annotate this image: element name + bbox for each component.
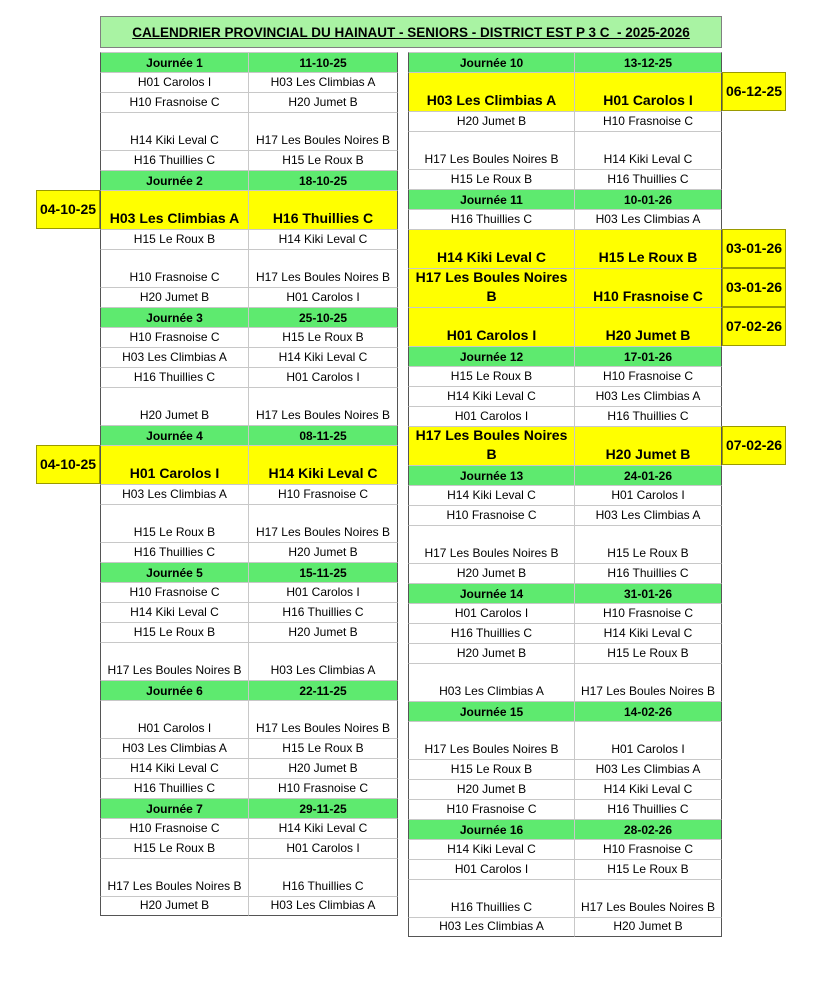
match-away-team xyxy=(574,643,722,663)
match-away-team-text: H16 Thuillies C xyxy=(282,605,364,619)
match-home-team-text: H10 Frasnoise C xyxy=(446,508,537,522)
match-home-team-text: H03 Les Climbias A xyxy=(439,919,544,933)
match-home-team-text: H01 Carolos I xyxy=(137,75,212,89)
round-label-text: Journée 11 xyxy=(460,192,523,207)
match-home-team xyxy=(100,287,248,307)
match-away-team xyxy=(248,602,398,622)
match-home-team-text: H01 Carolos I xyxy=(454,409,529,423)
match-away-team xyxy=(574,307,722,346)
match-away-team-text: H03 Les Climbias A xyxy=(595,212,701,226)
round-date-text: 22-11-25 xyxy=(299,683,347,698)
round-date xyxy=(248,798,398,818)
match-home-team-text: H16 Thuillies C xyxy=(450,626,533,640)
match-home-team-text: H20 Jumet B xyxy=(139,898,210,912)
match-away-team-text: H16 Thuillies C xyxy=(607,566,689,580)
match-home-team-text: H10 Frasnoise C xyxy=(129,270,220,284)
match-home-team-text: H14 Kiki Leval C xyxy=(130,605,219,619)
match-home-team xyxy=(408,485,574,505)
round-label-text: Journée 3 xyxy=(146,310,203,325)
match-away-team xyxy=(248,190,398,229)
match-away-team xyxy=(574,623,722,643)
match-home-team-text: H17 Les Boules Noires B xyxy=(415,269,568,304)
match-away-team-text: H10 Frasnoise C xyxy=(277,487,369,501)
match-home-team xyxy=(408,603,574,623)
match-home-team-text: H01 Carolos I xyxy=(454,606,529,620)
match-away-team xyxy=(248,778,398,798)
round-date-text: 28-02-26 xyxy=(623,822,673,837)
match-away-team-text: H01 Carolos I xyxy=(286,585,360,599)
match-home-team-text: H15 Le Roux B xyxy=(450,172,533,186)
match-home-team-text: H15 Le Roux B xyxy=(133,525,216,539)
match-home-team xyxy=(408,169,574,189)
match-away-team-text: H16 Thuillies C xyxy=(607,172,689,186)
rescheduled-date-note: 03-01-26 xyxy=(722,229,786,268)
match-away-team-text: H15 Le Roux B xyxy=(607,546,689,560)
match-home-team xyxy=(408,563,574,583)
match-home-team xyxy=(100,858,248,896)
match-away-team xyxy=(248,858,398,896)
match-away-team-text: H15 Le Roux B xyxy=(282,741,364,755)
match-home-team-text: H10 Frasnoise C xyxy=(446,802,537,816)
match-away-team xyxy=(574,131,722,169)
match-home-team-text: H17 Les Boules Noires B xyxy=(107,663,242,677)
match-away-team-text: H16 Thuillies C xyxy=(607,802,689,816)
match-away-team xyxy=(248,504,398,542)
match-away-team xyxy=(574,563,722,583)
round-date xyxy=(574,819,722,839)
match-away-team-text: H14 Kiki Leval C xyxy=(278,821,368,835)
match-away-team xyxy=(248,838,398,858)
match-home-team xyxy=(100,778,248,798)
match-away-team xyxy=(248,287,398,307)
match-home-team xyxy=(100,738,248,758)
match-away-team-text: H03 Les Climbias A xyxy=(595,389,701,403)
match-home-team xyxy=(100,367,248,387)
match-home-team-text: H10 Frasnoise C xyxy=(129,95,220,109)
round-date-text: 29-11-25 xyxy=(299,801,347,816)
round-label xyxy=(100,562,248,582)
match-home-team-text: H20 Jumet B xyxy=(456,566,527,580)
match-home-team xyxy=(408,643,574,663)
match-away-team-text: H17 Les Boules Noires B xyxy=(255,525,391,539)
match-away-team-text: H03 Les Climbias A xyxy=(595,762,701,776)
match-home-team-text: H10 Frasnoise C xyxy=(129,585,220,599)
rescheduled-date-note: 06-12-25 xyxy=(722,72,786,111)
round-label xyxy=(100,307,248,327)
match-home-team-text: H20 Jumet B xyxy=(456,782,527,796)
match-away-team-text: H15 Le Roux B xyxy=(598,249,698,265)
match-away-team-text: H16 Thuillies C xyxy=(272,210,374,226)
round-label xyxy=(408,701,574,721)
match-away-team xyxy=(574,209,722,229)
round-date xyxy=(248,562,398,582)
match-home-team-text: H01 Carolos I xyxy=(137,721,212,735)
round-date-text: 31-01-26 xyxy=(623,586,673,601)
match-home-team-text: H01 Carolos I xyxy=(129,465,220,481)
match-home-team xyxy=(100,602,248,622)
match-away-team xyxy=(574,799,722,819)
match-away-team xyxy=(574,72,722,111)
match-away-team-text: H01 Carolos I xyxy=(286,841,360,855)
match-away-team-text: H15 Le Roux B xyxy=(607,646,689,660)
round-date xyxy=(574,189,722,209)
match-home-team-text: H03 Les Climbias A xyxy=(122,350,227,364)
match-away-team-text: H14 Kiki Leval C xyxy=(278,350,368,364)
match-home-team xyxy=(100,387,248,425)
match-away-team-text: H14 Kiki Leval C xyxy=(278,232,368,246)
match-home-team-text: H17 Les Boules Noires B xyxy=(415,427,568,462)
match-home-team xyxy=(100,758,248,778)
match-away-team xyxy=(248,896,398,916)
match-home-team xyxy=(100,622,248,642)
match-away-team-text: H20 Jumet B xyxy=(288,545,358,559)
match-home-team-text: H14 Kiki Leval C xyxy=(437,249,546,265)
match-away-team-text: H03 Les Climbias A xyxy=(595,508,701,522)
match-home-team-text: H01 Carolos I xyxy=(446,327,537,343)
match-away-team xyxy=(248,542,398,562)
match-home-team xyxy=(100,229,248,249)
round-label-text: Journée 16 xyxy=(459,822,524,837)
round-date-text: 15-11-25 xyxy=(299,565,347,580)
round-date xyxy=(574,52,722,72)
match-home-team xyxy=(100,642,248,680)
match-away-team xyxy=(574,268,722,307)
match-home-team xyxy=(408,839,574,859)
round-date xyxy=(574,465,722,485)
match-home-team xyxy=(408,386,574,406)
match-home-team-text: H15 Le Roux B xyxy=(133,625,216,639)
match-away-team xyxy=(248,347,398,367)
match-away-team xyxy=(574,721,722,759)
match-home-team xyxy=(408,859,574,879)
match-home-team-text: H16 Thuillies C xyxy=(133,781,216,795)
match-away-team xyxy=(574,525,722,563)
match-home-team xyxy=(408,229,574,268)
match-away-team-text: H17 Les Boules Noires B xyxy=(255,408,391,422)
match-home-team xyxy=(100,582,248,602)
round-date-text: 13-12-25 xyxy=(623,55,673,70)
match-away-team-text: H10 Frasnoise C xyxy=(593,288,703,304)
match-home-team xyxy=(408,799,574,819)
match-away-team xyxy=(574,603,722,623)
round-label-text: Journée 12 xyxy=(459,349,524,364)
match-away-team-text: H15 Le Roux B xyxy=(282,153,364,167)
match-home-team xyxy=(408,721,574,759)
match-home-team-text: H20 Jumet B xyxy=(139,408,210,422)
round-date xyxy=(248,52,398,72)
match-away-team xyxy=(248,738,398,758)
match-home-team xyxy=(100,484,248,504)
match-away-team xyxy=(574,839,722,859)
match-home-team xyxy=(100,347,248,367)
match-away-team-text: H20 Jumet B xyxy=(605,327,691,343)
match-home-team-text: H20 Jumet B xyxy=(456,646,527,660)
rescheduled-date-note: 04-10-25 xyxy=(36,190,100,229)
match-home-team-text: H14 Kiki Leval C xyxy=(130,761,219,775)
match-home-team xyxy=(408,72,574,111)
page-title: CALENDRIER PROVINCIAL DU HAINAUT - SENIORS - DISTRICT EST P 3 C - 2025-2026 xyxy=(100,16,722,48)
match-home-team-text: H15 Le Roux B xyxy=(133,841,216,855)
match-home-team-text: H01 Carolos I xyxy=(454,862,529,876)
match-home-team xyxy=(408,879,574,917)
match-away-team-text: H10 Frasnoise C xyxy=(602,369,694,383)
round-date xyxy=(574,701,722,721)
match-away-team xyxy=(248,367,398,387)
match-away-team xyxy=(574,111,722,131)
match-away-team-text: H01 Carolos I xyxy=(603,92,693,108)
match-home-team xyxy=(100,112,248,150)
round-label xyxy=(408,189,574,209)
match-home-team-text: H20 Jumet B xyxy=(139,290,210,304)
round-date-text: 14-02-26 xyxy=(623,704,673,719)
match-home-team-text: H20 Jumet B xyxy=(456,114,527,128)
match-home-team-text: H15 Le Roux B xyxy=(450,762,533,776)
match-away-team-text: H10 Frasnoise C xyxy=(602,842,694,856)
round-label xyxy=(408,465,574,485)
match-away-team-text: H01 Carolos I xyxy=(611,488,685,502)
match-away-team xyxy=(248,484,398,504)
match-home-team xyxy=(100,896,248,916)
match-home-team xyxy=(408,111,574,131)
round-label-text: Journée 13 xyxy=(459,468,524,483)
match-away-team xyxy=(574,169,722,189)
round-date xyxy=(574,346,722,366)
match-away-team-text: H10 Frasnoise C xyxy=(602,114,694,128)
match-home-team xyxy=(100,92,248,112)
match-away-team xyxy=(248,622,398,642)
match-home-team-text: H16 Thuillies C xyxy=(133,153,216,167)
match-home-team xyxy=(100,838,248,858)
match-home-team xyxy=(408,131,574,169)
round-date xyxy=(248,307,398,327)
match-away-team xyxy=(574,485,722,505)
match-home-team xyxy=(408,623,574,643)
match-away-team-text: H15 Le Roux B xyxy=(607,862,689,876)
match-away-team xyxy=(248,229,398,249)
match-away-team-text: H16 Thuillies C xyxy=(607,409,689,423)
match-away-team xyxy=(574,779,722,799)
round-label-text: Journée 2 xyxy=(146,173,203,188)
round-label xyxy=(408,583,574,603)
round-date xyxy=(574,583,722,603)
match-home-team-text: H17 Les Boules Noires B xyxy=(424,546,559,560)
match-away-team-text: H14 Kiki Leval C xyxy=(268,465,378,481)
match-home-team-text: H15 Le Roux B xyxy=(450,369,533,383)
round-date-text: 11-10-25 xyxy=(299,55,347,70)
match-home-team xyxy=(100,818,248,838)
match-home-team-text: H14 Kiki Leval C xyxy=(447,389,536,403)
match-away-team xyxy=(574,406,722,426)
round-label xyxy=(408,346,574,366)
round-label-text: Journée 15 xyxy=(459,704,524,719)
match-home-team-text: H03 Les Climbias A xyxy=(122,487,227,501)
match-home-team xyxy=(408,779,574,799)
match-home-team xyxy=(100,249,248,287)
round-date xyxy=(248,425,398,445)
match-away-team xyxy=(248,112,398,150)
match-away-team-text: H16 Thuillies C xyxy=(282,879,364,893)
match-away-team-text: H20 Jumet B xyxy=(288,761,358,775)
match-away-team xyxy=(248,582,398,602)
round-date-text: 10-01-26 xyxy=(623,192,673,207)
match-away-team xyxy=(574,386,722,406)
match-home-team xyxy=(100,327,248,347)
round-label xyxy=(100,52,248,72)
match-away-team-text: H14 Kiki Leval C xyxy=(603,626,693,640)
round-label-text: Journée 14 xyxy=(459,586,524,601)
match-home-team-text: H16 Thuillies C xyxy=(133,545,216,559)
match-home-team-text: H17 Les Boules Noires B xyxy=(424,152,559,166)
round-date-text: 24-01-26 xyxy=(623,468,673,483)
rescheduled-date-note: 07-02-26 xyxy=(722,426,786,465)
match-away-team xyxy=(574,663,722,701)
match-home-team xyxy=(408,525,574,563)
match-away-team xyxy=(248,445,398,484)
match-home-team-text: H14 Kiki Leval C xyxy=(447,842,536,856)
match-away-team-text: H14 Kiki Leval C xyxy=(603,782,693,796)
round-label xyxy=(100,425,248,445)
match-home-team-text: H03 Les Climbias A xyxy=(122,741,227,755)
round-label xyxy=(408,819,574,839)
match-home-team xyxy=(100,445,248,484)
match-away-team xyxy=(248,818,398,838)
match-away-team-text: H17 Les Boules Noires B xyxy=(255,721,391,735)
round-label xyxy=(100,798,248,818)
match-home-team-text: H10 Frasnoise C xyxy=(129,821,220,835)
match-home-team-text: H17 Les Boules Noires B xyxy=(107,879,242,893)
round-label-text: Journée 1 xyxy=(146,55,203,70)
match-away-team xyxy=(248,327,398,347)
rescheduled-date-note: 04-10-25 xyxy=(36,445,100,484)
match-away-team xyxy=(248,700,398,738)
round-label xyxy=(100,170,248,190)
match-away-team xyxy=(248,758,398,778)
match-away-team-text: H10 Frasnoise C xyxy=(277,781,369,795)
round-label-text: Journée 4 xyxy=(146,428,203,443)
round-date-text: 17-01-26 xyxy=(623,349,673,364)
match-away-team-text: H01 Carolos I xyxy=(286,290,360,304)
rescheduled-date-note: 07-02-26 xyxy=(722,307,786,346)
match-away-team xyxy=(574,426,722,465)
match-home-team-text: H17 Les Boules Noires B xyxy=(424,742,559,756)
match-home-team xyxy=(408,759,574,779)
match-home-team xyxy=(408,307,574,346)
match-away-team xyxy=(574,917,722,937)
round-date-text: 18-10-25 xyxy=(298,173,348,188)
match-home-team-text: H15 Le Roux B xyxy=(133,232,216,246)
match-away-team xyxy=(574,505,722,525)
match-home-team-text: H03 Les Climbias A xyxy=(109,210,240,226)
match-away-team xyxy=(574,366,722,386)
match-away-team-text: H17 Les Boules Noires B xyxy=(580,900,716,914)
match-home-team xyxy=(100,700,248,738)
match-away-team xyxy=(248,150,398,170)
round-label xyxy=(100,680,248,700)
round-date xyxy=(248,680,398,700)
rescheduled-date-note: 03-01-26 xyxy=(722,268,786,307)
match-away-team-text: H17 Les Boules Noires B xyxy=(580,684,716,698)
match-home-team-text: H16 Thuillies C xyxy=(133,370,216,384)
match-away-team-text: H20 Jumet B xyxy=(605,446,691,462)
match-away-team xyxy=(248,72,398,92)
match-away-team xyxy=(248,642,398,680)
round-label-text: Journée 6 xyxy=(146,683,203,698)
match-home-team xyxy=(408,505,574,525)
match-home-team xyxy=(408,917,574,937)
match-home-team xyxy=(100,504,248,542)
round-label-text: Journée 7 xyxy=(146,801,203,816)
match-home-team-text: H16 Thuillies C xyxy=(450,900,533,914)
match-away-team xyxy=(574,859,722,879)
match-away-team-text: H03 Les Climbias A xyxy=(270,75,376,89)
match-home-team xyxy=(408,209,574,229)
match-away-team-text: H01 Carolos I xyxy=(286,370,360,384)
match-away-team-text: H03 Les Climbias A xyxy=(270,663,376,677)
round-label xyxy=(408,52,574,72)
match-away-team-text: H03 Les Climbias A xyxy=(270,898,376,912)
match-home-team-text: H14 Kiki Leval C xyxy=(130,133,219,147)
match-away-team xyxy=(574,229,722,268)
round-label-text: Journée 5 xyxy=(146,565,203,580)
match-home-team xyxy=(408,426,574,465)
match-home-team-text: H10 Frasnoise C xyxy=(129,330,220,344)
match-home-team-text: H14 Kiki Leval C xyxy=(447,488,536,502)
match-home-team xyxy=(100,542,248,562)
match-home-team xyxy=(408,406,574,426)
match-away-team xyxy=(248,249,398,287)
match-away-team xyxy=(248,92,398,112)
match-away-team-text: H17 Les Boules Noires B xyxy=(255,270,391,284)
match-away-team-text: H17 Les Boules Noires B xyxy=(255,133,391,147)
match-away-team xyxy=(248,387,398,425)
match-away-team xyxy=(574,879,722,917)
match-away-team-text: H15 Le Roux B xyxy=(282,330,364,344)
match-away-team-text: H01 Carolos I xyxy=(611,742,685,756)
match-away-team-text: H10 Frasnoise C xyxy=(602,606,694,620)
match-away-team-text: H20 Jumet B xyxy=(288,95,358,109)
round-label-text: Journée 10 xyxy=(459,55,524,70)
round-date-text: 08-11-25 xyxy=(299,428,347,443)
match-home-team xyxy=(408,268,574,307)
match-home-team xyxy=(100,190,248,229)
match-home-team-text: H16 Thuillies C xyxy=(450,212,533,226)
match-away-team xyxy=(574,759,722,779)
match-home-team xyxy=(100,72,248,92)
match-home-team-text: H03 Les Climbias A xyxy=(426,92,557,108)
match-home-team xyxy=(100,150,248,170)
round-date xyxy=(248,170,398,190)
match-home-team xyxy=(408,366,574,386)
match-away-team-text: H14 Kiki Leval C xyxy=(603,152,693,166)
round-date-text: 25-10-25 xyxy=(298,310,348,325)
match-home-team-text: H03 Les Climbias A xyxy=(439,684,544,698)
match-away-team-text: H20 Jumet B xyxy=(288,625,358,639)
match-away-team-text: H20 Jumet B xyxy=(613,919,683,933)
match-home-team xyxy=(408,663,574,701)
